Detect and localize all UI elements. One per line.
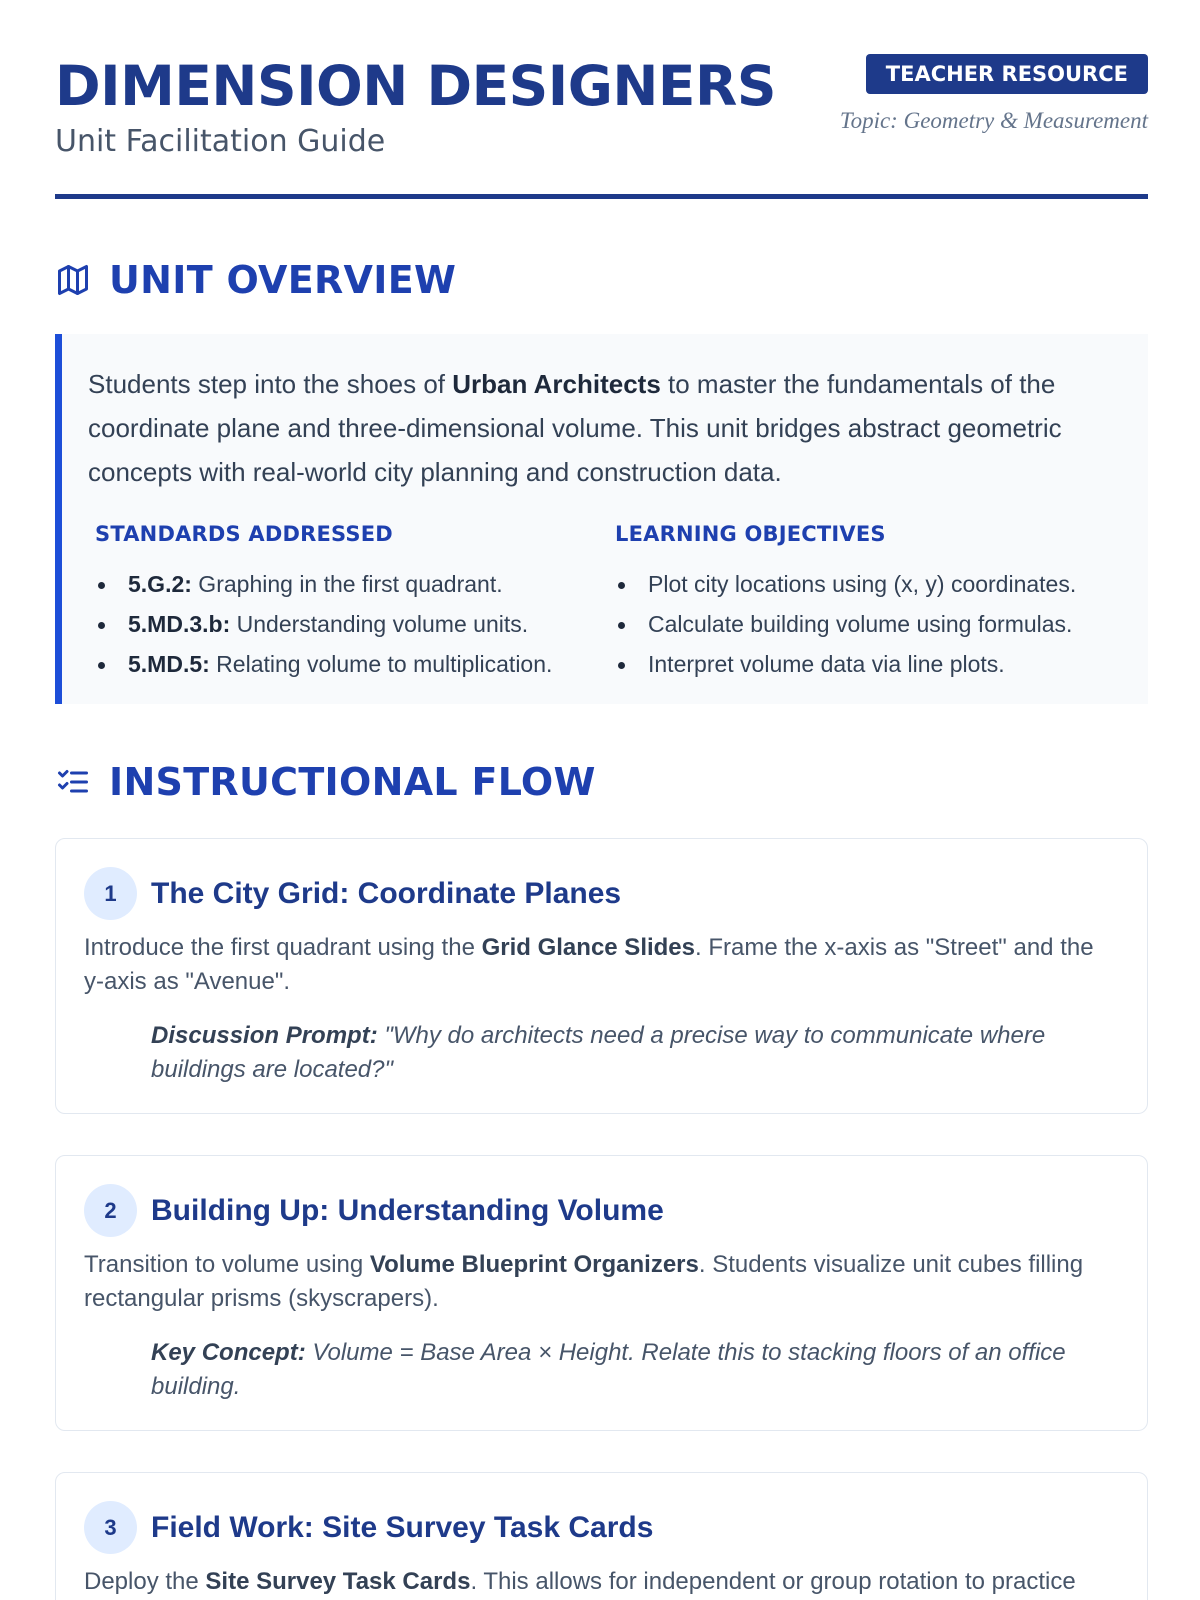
map-icon — [55, 262, 91, 298]
objectives-heading: LEARNING OBJECTIVES — [615, 522, 886, 546]
objectives-list — [615, 564, 1135, 684]
standards-column — [95, 522, 615, 684]
step-title: The City Grid: Coordinate Planes — [151, 876, 622, 910]
unit-overview-heading — [55, 258, 456, 302]
step-card-3 — [55, 1472, 1148, 1600]
step-description: Introduce the first quadrant using the Grid Glance Slides. Frame the x-axis as "Street" and the y-axis as "Avenue". — [84, 934, 1094, 995]
step-title: Building Up: Understanding Volume — [151, 1193, 664, 1227]
header-divider — [55, 194, 1148, 199]
list-item: 5.MD.3.b: Understanding volume units. — [95, 604, 615, 644]
overview-panel — [55, 334, 1148, 704]
facilitation-guide-page — [55, 0, 1148, 1595]
page-title: DIMENSION DESIGNERS — [55, 54, 776, 118]
key-concept-note: Key Concept: Volume = Base Area × Height. Relate this to stacking floors of an office building. — [151, 1339, 1066, 1400]
list-item: Calculate building volume using formulas. — [615, 604, 1135, 644]
step-number-badge: 2 — [84, 1184, 137, 1237]
step-header — [84, 867, 621, 920]
step-title: Field Work: Site Survey Task Cards — [151, 1510, 654, 1544]
step-card-1 — [55, 838, 1148, 1114]
instructional-flow-heading — [55, 760, 596, 804]
step-card-2 — [55, 1155, 1148, 1431]
unit-overview-title: UNIT OVERVIEW — [109, 258, 457, 302]
overview-intro: Students step into the shoes of Urban Architects to master the fundamentals of the coordinate plane and three-dimensional volume. This unit bridges abstract geometric concepts with real-world city planning and construction data. — [88, 369, 1062, 487]
topic-label: Topic: Geometry & Measurement — [839, 108, 1148, 133]
step-description: Deploy the Site Survey Task Cards. This allows for independent or group rotation to practice — [84, 1568, 1076, 1595]
step-number-badge: 3 — [84, 1501, 137, 1554]
list-item: 5.G.2: Graphing in the first quadrant. — [95, 564, 615, 604]
step-number-badge: 1 — [84, 867, 137, 920]
step-header — [84, 1501, 653, 1554]
standards-list — [95, 564, 615, 684]
page-header — [55, 0, 1148, 200]
discussion-prompt: Discussion Prompt: "Why do architects need a precise way to communicate where buildings are located?" — [151, 1022, 1046, 1083]
overview-columns — [95, 522, 1135, 684]
page-subtitle: Unit Facilitation Guide — [55, 124, 386, 159]
teacher-resource-badge: TEACHER RESOURCE — [866, 54, 1148, 94]
list-item: Plot city locations using (x, y) coordinates. — [615, 564, 1135, 604]
list-item: 5.MD.5: Relating volume to multiplication. — [95, 644, 615, 684]
standards-heading: STANDARDS ADDRESSED — [95, 522, 393, 546]
checklist-icon — [55, 764, 91, 800]
instructional-flow-title: INSTRUCTIONAL FLOW — [109, 760, 596, 804]
objectives-column — [615, 522, 1135, 684]
list-item: Interpret volume data via line plots. — [615, 644, 1135, 684]
step-header — [84, 1184, 664, 1237]
step-description: Transition to volume using Volume Blueprint Organizers. Students visualize unit cubes filling rectangular prisms (skyscrapers). — [84, 1251, 1084, 1312]
